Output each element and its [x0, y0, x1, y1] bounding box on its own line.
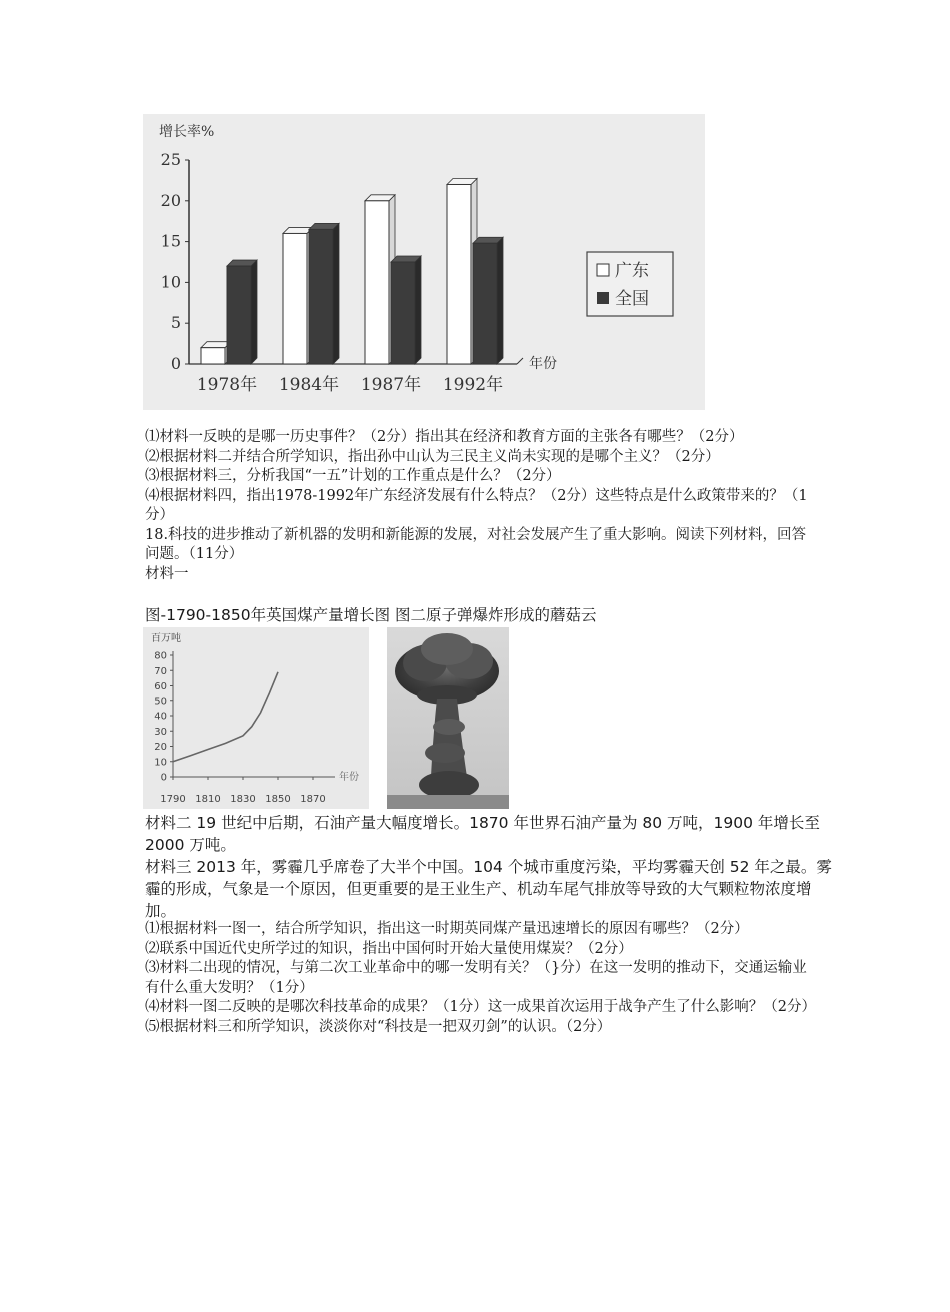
- y-tick-label: 5: [170, 313, 181, 333]
- mushroom-cloud-image: [387, 627, 509, 809]
- chart2-y-tick-label: 80: [154, 650, 167, 662]
- figure-caption: 图-1790-1850年英国煤产量增长图 图二原子弹爆炸形成的蘑菇云: [145, 606, 597, 624]
- bar-side-face: [333, 223, 339, 364]
- chart2-y-tick-label: 40: [154, 711, 167, 723]
- chart2-y-tick-label: 30: [154, 726, 167, 738]
- q18-4: ⑷材料一图二反映的是哪次科技革命的成果？（1分）这一成果首次运用于战争产生了什么影响？（2分）: [145, 999, 816, 1015]
- question-2: ⑵根据材料二并结合所学知识，指出孙中山认为三民主义尚未实现的是哪个主义？（2分）: [145, 448, 720, 465]
- questions-part-1: [145, 428, 815, 584]
- chart2-x-tick-label: 1790: [160, 794, 186, 805]
- bar-side-face: [415, 256, 421, 364]
- y-tick-label: 25: [160, 150, 181, 169]
- materials-text: [145, 812, 835, 922]
- chart2-x-tick-label: 1810: [195, 794, 221, 805]
- y-axis-label: 增长率%: [159, 124, 215, 140]
- growth-rate-bar-chart: [143, 114, 705, 410]
- legend-swatch-guangdong: [597, 264, 609, 276]
- question-3: ⑶根据材料三，分析我国“一五”计划的工作重点是什么？（2分）: [145, 468, 561, 484]
- x-tick-label: 1992年: [442, 375, 504, 395]
- q18-2: ⑵联系中国近代史所学过的知识，指出中国何时开始大量使用煤炭？（2分）: [145, 940, 633, 957]
- question-1: ⑴材料一反映的是哪一历史事件？（2分）指出其在经济和教育方面的主张各有哪些？（2分）: [145, 429, 744, 445]
- x-tick-label: 1978年: [196, 375, 258, 395]
- chart2-y-tick-label: 20: [154, 742, 167, 753]
- y-tick-label: 10: [160, 272, 181, 292]
- bar-national: [391, 262, 415, 364]
- coal-output-line-chart: [143, 627, 369, 809]
- bar-side-face: [251, 260, 257, 364]
- chart2-x-axis-label: 年份: [339, 772, 359, 783]
- material-three: 材料三 2013 年，雾霾几乎席卷了大半个中国。104 个城市重度污染，平均雾霾天创 52 年之最。雾霾的形成，气象是一个原因，但更重要的是王业生产、机动车尾气排放等导致的大气颗粒物浓度增加。: [145, 858, 832, 920]
- q18-5: ⑸根据材料三和所学知识，淡淡你对“科技是一把双刃剑”的认识。（2分）: [145, 1018, 612, 1035]
- bar-national: [227, 266, 251, 364]
- bar-national: [309, 229, 333, 364]
- material-two: 材料二 19 世纪中后期，石油产量大幅度增长。1870 年世界石油产量为 80 万吨，1900 年增长至 2000 万吨。: [145, 814, 820, 854]
- legend-label-national: 全国: [615, 289, 649, 309]
- legend-label-guangdong: 广东: [615, 261, 649, 281]
- chart2-y-axis-label: 百万吨: [151, 633, 181, 644]
- chart2-x-tick-label: 1830: [230, 794, 256, 805]
- chart2-x-tick-label: 1870: [300, 794, 326, 805]
- bar-guangdong: [365, 201, 389, 364]
- y-tick-label: 15: [160, 231, 181, 251]
- question-18-intro: 18.科技的进步推动了新机器的发明和新能源的发展，对社会发展产生了重大影响。阅读下列材料，回答问题。（11分）: [145, 526, 807, 562]
- chart2-y-tick-label: 10: [154, 757, 167, 769]
- x-tick-label: 1987年: [360, 375, 422, 395]
- chart1-legend: [587, 252, 673, 316]
- y-tick-label: 20: [160, 190, 181, 210]
- bar-guangdong: [447, 184, 471, 364]
- question-4: ⑷根据材料四，指出1978-1992年广东经济发展有什么特点？（2分）这些特点是什么政策带来的？（1分）: [145, 487, 808, 523]
- chart2-y-tick-label: 0: [160, 772, 167, 784]
- q18-3: ⑶材料二出现的情况，与第二次工业革命中的哪一发明有关？（}分）在这一发明的推动下，交通运输业有什么重大发明？（1分）: [145, 960, 807, 996]
- bar-guangdong: [201, 348, 225, 364]
- bar-national: [473, 243, 497, 364]
- y-tick-label: 0: [170, 354, 181, 373]
- chart2-x-tick-label: 1850: [265, 794, 291, 805]
- x-axis-label: 年份: [529, 356, 557, 372]
- chart2-y-tick-label: 50: [154, 696, 167, 708]
- chart2-background: [143, 627, 369, 809]
- questions-part-2: [145, 920, 815, 1037]
- q18-1: ⑴根据材料一图一，结合所学知识，指出这一时期英同煤产量迅速增长的原因有哪些？（2分）: [145, 921, 749, 937]
- chart2-y-tick-label: 60: [154, 681, 167, 692]
- x-tick-label: 1984年: [278, 375, 340, 395]
- bar-guangdong: [283, 233, 307, 364]
- bar-side-face: [497, 237, 503, 364]
- chart2-y-tick-label: 70: [154, 665, 167, 677]
- material-one-heading: 材料一: [145, 565, 189, 582]
- legend-swatch-national: [597, 292, 609, 304]
